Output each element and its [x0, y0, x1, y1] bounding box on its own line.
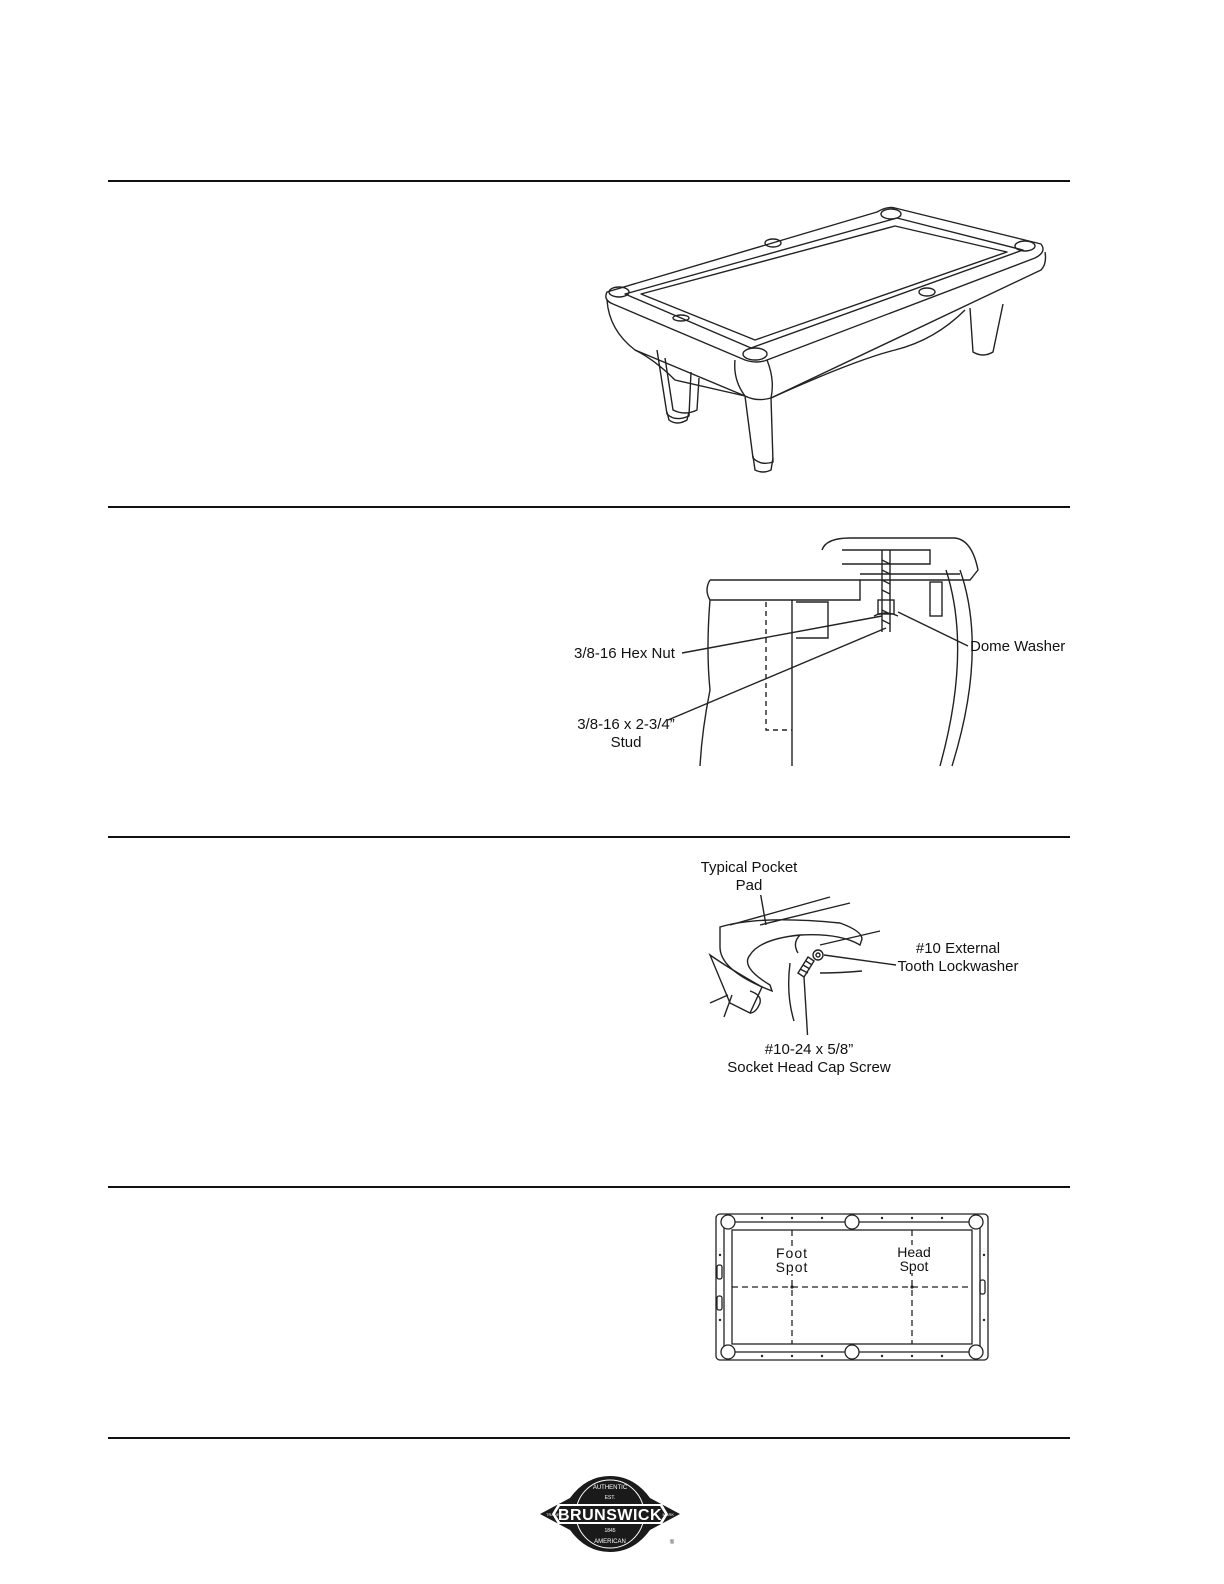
logo-bottom: AMERICAN — [594, 1539, 626, 1545]
logo-left: TRADE — [546, 1512, 560, 1517]
brunswick-logo — [538, 1472, 682, 1556]
head-spot-line2: Spot — [899, 1258, 929, 1274]
foot-spot-line1: Foot — [775, 1245, 808, 1261]
lockwasher-line2: Tooth Lockwasher — [897, 958, 1019, 975]
foot-spot-label — [766, 1246, 818, 1274]
foot-spot-line2: Spot — [775, 1259, 809, 1275]
hex-nut-label: 3/8-16 Hex Nut — [574, 645, 675, 662]
screw-label — [718, 1041, 900, 1077]
screw-line2: Socket Head Cap Screw — [727, 1059, 891, 1076]
pool-table-illustration — [595, 200, 1055, 480]
logo-est: EST. — [604, 1495, 616, 1501]
dome-washer-label: Dome Washer — [970, 638, 1066, 655]
stud-label — [566, 716, 686, 752]
stud-label-line2: Stud — [610, 734, 642, 751]
logo-right: MARK — [662, 1512, 674, 1517]
section-divider — [108, 180, 1070, 182]
logo-registered: ® — [669, 1540, 675, 1546]
head-spot-line1: Head — [897, 1244, 931, 1260]
screw-line1: #10-24 x 5/8” — [764, 1041, 854, 1058]
section-divider — [108, 506, 1070, 508]
section-divider — [108, 1186, 1070, 1188]
section-divider — [108, 836, 1070, 838]
stud-label-line1: 3/8-16 x 2-3/4” — [577, 716, 675, 733]
logo-brand: BRUNSWICK — [557, 1507, 663, 1524]
lockwasher-line1: #10 External — [915, 940, 1001, 957]
lockwasher-label — [888, 940, 1028, 976]
head-spot-label — [888, 1245, 940, 1273]
logo-year: 1845 — [604, 1528, 616, 1534]
pocket-pad-label — [686, 859, 812, 895]
section-divider — [108, 1437, 1070, 1439]
pocket-pad-line1: Typical Pocket — [700, 859, 798, 876]
pocket-pad-diagram — [700, 895, 900, 1035]
pocket-pad-line2: Pad — [735, 877, 763, 894]
logo-top: AUTHENTIC — [592, 1485, 628, 1491]
table-top-view-diagram — [712, 1210, 992, 1365]
